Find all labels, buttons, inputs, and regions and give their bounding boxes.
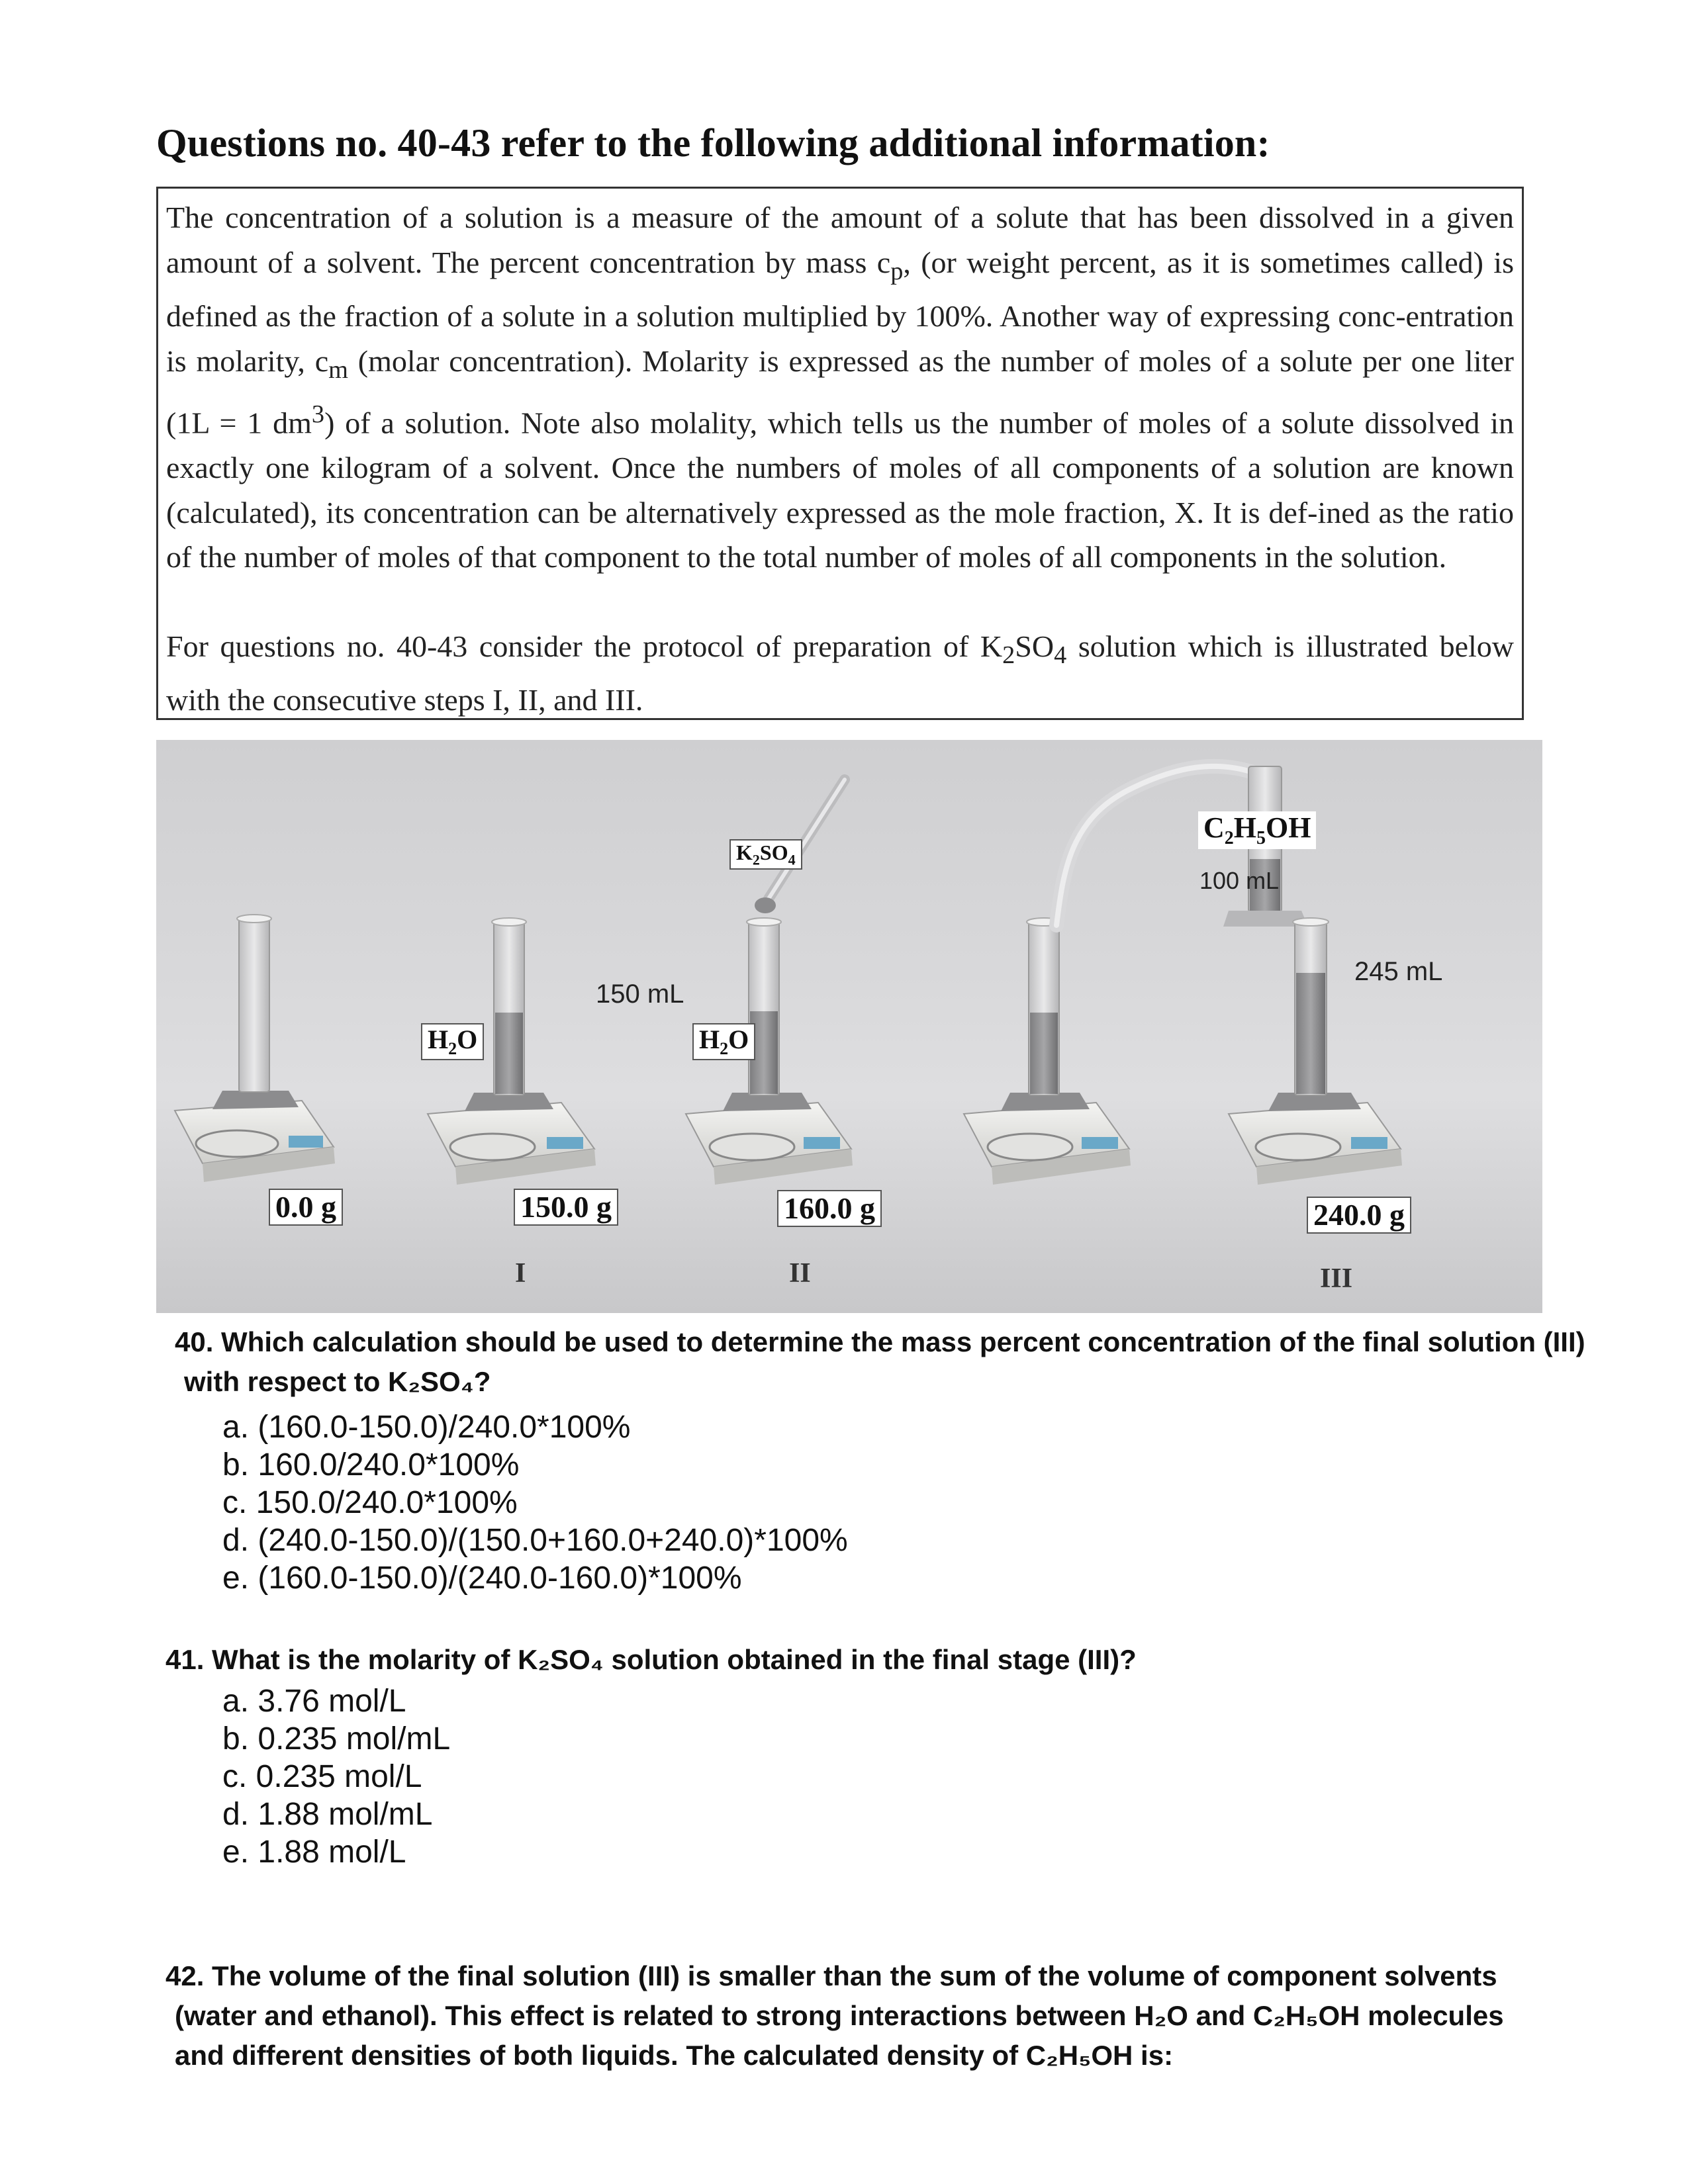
section-heading: Questions no. 40-43 refer to the following additional information: (156, 121, 1270, 165)
q41-option-b[interactable]: b. 0.235 mol/mL (222, 1721, 451, 1756)
q40-option-d[interactable]: d. (240.0-150.0)/(150.0+160.0+240.0)*100% (222, 1523, 848, 1558)
scale-5 (1229, 1093, 1402, 1185)
question-41-text: 41. What is the molarity of K₂SO₄ solution obtained in the final stage (III)? (165, 1644, 1137, 1675)
scale-2 (428, 1093, 596, 1185)
scale-3 (686, 1093, 853, 1185)
question-40 (165, 1322, 1598, 1402)
mass-label-step1: 150.0 g (514, 1189, 618, 1226)
info-box (156, 187, 1524, 720)
step-label-2: II (789, 1258, 811, 1289)
q41-option-a[interactable]: a. 3.76 mol/L (222, 1684, 406, 1719)
mass-label-step2: 160.0 g (777, 1190, 882, 1227)
question-42-text: 42. The volume of the final solution (III) is smaller than the sum of the volume of component solvents (water and ethanol). This effect is related to strong interactions between H₂O and C₂H₅OH molecules and different densities of both liquids. The calculated density of C₂H₅OH is: (165, 1960, 1504, 2071)
question-42 (165, 1956, 1589, 2075)
q40-option-e[interactable]: e. (160.0-150.0)/(240.0-160.0)*100% (222, 1561, 742, 1596)
question-41 (165, 1640, 1137, 1680)
protocol-figure (156, 740, 1542, 1313)
q41-option-d[interactable]: d. 1.88 mol/mL (222, 1797, 433, 1832)
q40-option-a[interactable]: a. (160.0-150.0)/240.0*100% (222, 1410, 631, 1445)
question-40-text: 40. Which calculation should be used to determine the mass percent concentration of the final solution (III) with respect to K₂SO₄? (175, 1326, 1585, 1397)
q40-option-c[interactable]: c. 150.0/240.0*100% (222, 1485, 518, 1520)
q40-option-b[interactable]: b. 160.0/240.0*100% (222, 1447, 520, 1482)
step-label-1: I (515, 1258, 526, 1289)
q41-option-e[interactable]: e. 1.88 mol/L (222, 1835, 406, 1870)
question-41-options (222, 1682, 450, 1871)
ethanol-volume-label: 100 mL (1199, 867, 1280, 894)
ethanol-label: $C_2H_5OH$ (1198, 811, 1316, 849)
scale-4 (964, 1093, 1131, 1185)
cylinder-4 (1027, 918, 1061, 1095)
cylinder-3-water-salt (747, 918, 781, 1095)
info-paragraph-2: For questions no. 40-43 consider the protocol of preparation of $K_2SO_4$ solution which is illustrated below with the consecutive steps I, II, and III. (166, 629, 1514, 717)
final-volume-label: 245 mL (1354, 957, 1443, 986)
info-paragraph-1: The concentration of a solution is a measure of the amount of a solute that has been dissolved in a given amount of a solvent. The percent concentration by mass $c_p$, (or weight percent, as it is sometimes called) is defined as the fraction of a solute in a solution multiplied by 100%. Another way of expressing conc-entration is molarity, $c_m$ (molar concentration). Molarity is expressed as the number of moles of a solute per one liter (1L = 1 $dm^3$) of a solution. Note also molality, which tells us the number of moles of a solute dissolved in exactly one kilogram of a solvent. Once the numbers of moles of all components of a solution are known (calculated), its concentration can be alternatively expressed as the mole fraction, X. It is def-ined as the ratio of the number of moles of that component to the total number of moles of all components in the solution. (166, 201, 1514, 574)
water-volume-label: 150 mL (596, 979, 684, 1009)
question-40-options (222, 1408, 848, 1597)
water-label-1: $H_2O$ (421, 1023, 484, 1060)
scale-1 (175, 1091, 335, 1182)
water-label-2: $H_2O$ (692, 1023, 755, 1060)
cylinder-2-water (492, 918, 526, 1095)
cylinder-5-final (1293, 918, 1329, 1095)
mass-label-step3: 240.0 g (1307, 1197, 1411, 1234)
mass-label-empty: 0.0 g (269, 1189, 343, 1226)
step-label-3: III (1320, 1263, 1353, 1294)
cylinder-1 (237, 915, 271, 1092)
q41-option-c[interactable]: c. 0.235 mol/L (222, 1759, 422, 1794)
k2so4-label: $K_2SO_4$ (729, 839, 802, 870)
